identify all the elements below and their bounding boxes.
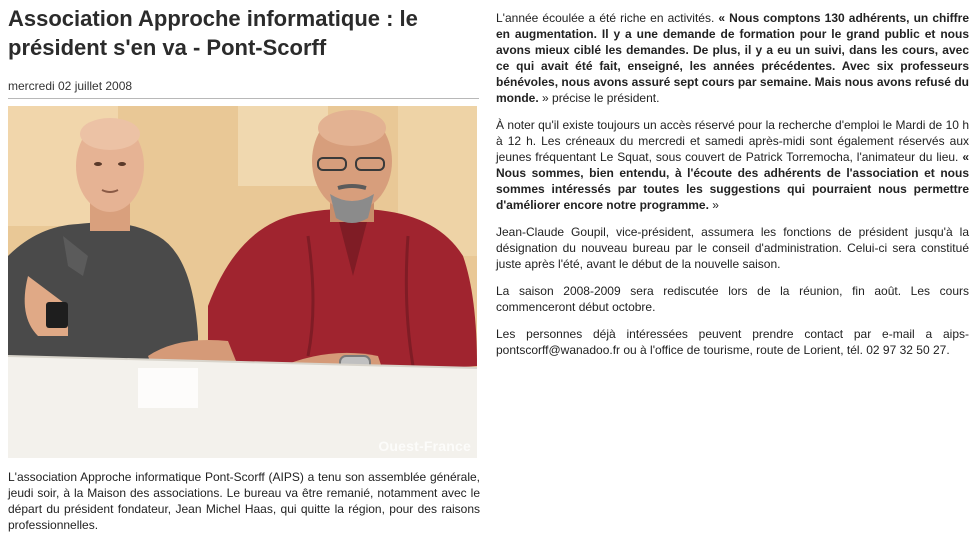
paragraph-1-quote: « Nous comptons 130 adhérents, un chiffre en augmentation. Il y a une demande de formation pour le grand public et nous avons mieux ciblé les demandes. De plus, il y a eu un suivi, dans les cours, avec ce qui avait été fait, enseigné, les années précédentes. Avec six professeurs bénévoles, nous avons assuré sept cours par semaine. Mais nous avons refusé du monde. bbox=[496, 11, 969, 105]
paragraph-5: Les personnes déjà intéressées peuvent prendre contact par e-mail a aips-pontscorff@wanadoo.fr ou à l'office de tourisme, route de Lorient, tél. 02 97 32 50 27. bbox=[496, 327, 969, 357]
paragraph-3: Jean-Claude Goupil, vice-président, assumera les fonctions de président jusqu'à la désignation du nouveau bureau par le conseil d'administration. Celui-ci sera constitué juste après l'été, avant le début de la nouvelle saison. bbox=[496, 225, 969, 271]
photo-illustration bbox=[8, 106, 477, 458]
right-column bbox=[496, 10, 969, 369]
paragraph-2-quote: « Nous sommes, bien entendu, à l'écoute des adhérents de l'association et nous sommes intéressés par toutes les suggestions qui pourraient nous permettre d'améliorer encore notre programme. bbox=[496, 150, 969, 212]
article-date: mercredi 02 juillet 2008 bbox=[8, 79, 133, 93]
paragraph-4: La saison 2008-2009 sera rediscutée lors de la réunion, fin août. Les cours commenceront début octobre. bbox=[496, 284, 969, 314]
paragraph-1-intro: L'année écoulée a été riche en activités. bbox=[496, 11, 719, 25]
paragraph-2-outro: » bbox=[708, 198, 719, 212]
photo-credit: Ouest-France bbox=[378, 438, 471, 454]
article-photo bbox=[8, 106, 477, 458]
photo-caption: L'association Approche informatique Pont-Scorff (AIPS) a tenu son assemblée générale, jeudi soir, à la Maison des associations. Le bureau va être remanié, notamment avec le départ du président fondateur, Jean Michel Haas, qui quitte la région, pour des raisons professionnelles. bbox=[8, 470, 480, 532]
paragraph-1-outro: » précise le président. bbox=[538, 91, 660, 105]
divider bbox=[8, 98, 479, 99]
paragraph-1 bbox=[496, 10, 969, 106]
paragraph-2 bbox=[496, 117, 969, 213]
left-column bbox=[8, 0, 480, 533]
article-title: Association Approche informatique : le président s'en va - Pont-Scorff bbox=[8, 6, 418, 60]
paragraph-2-intro: À noter qu'il existe toujours un accès réservé pour la recherche d'emploi le Mardi de 10 h à 12 h. Les créneaux du mercredi et samedi après-midi sont également réservés aux jeunes fréquentant Le Squat, sous couvert de Patrick Torremocha, l'animateur du lieu. bbox=[496, 118, 969, 164]
